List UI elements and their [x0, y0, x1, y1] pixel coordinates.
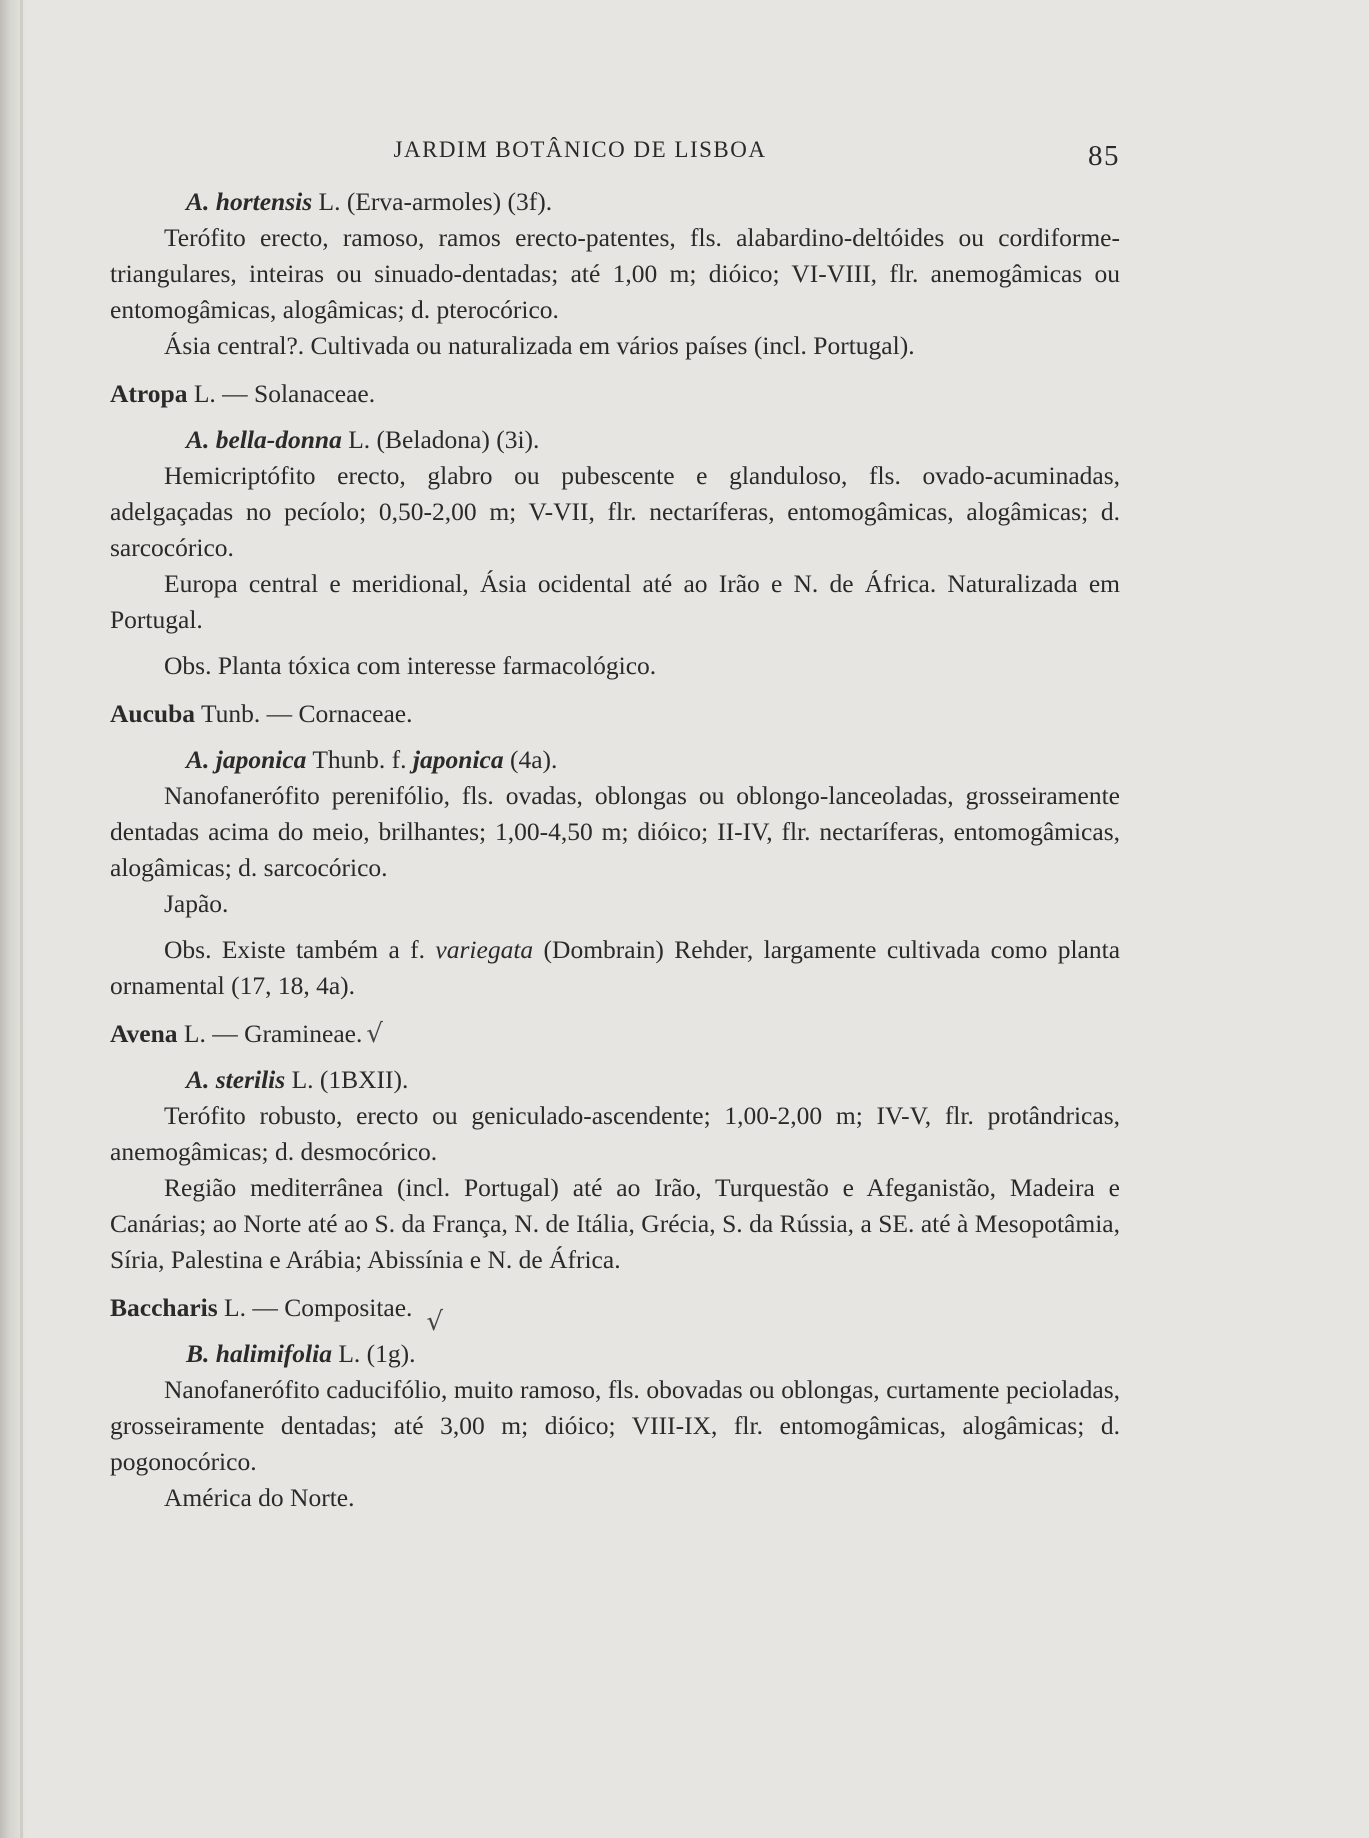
- species-description: Nanofanerófito caducifólio, muito ramoso, fls. obovadas ou oblongas, curtamente pecioladas, grosseiramente dentadas; até 3,00 m; dióico; VIII-IX, flr. entomogâmicas, alogâmicas; d. pogonocórico.: [110, 1375, 1120, 1476]
- species-name: B. halimifolia: [186, 1339, 332, 1368]
- genus-heading-baccharis: [110, 1290, 1120, 1337]
- species-name: A. sterilis: [186, 1065, 286, 1094]
- observation-note: Obs. Planta tóxica com interesse farmacológico.: [164, 651, 657, 680]
- genus-name: Atropa: [110, 379, 188, 408]
- species-author: L. (Beladona) (3i).: [341, 425, 540, 454]
- species-heading-hortensis: [110, 184, 1120, 220]
- genus-heading-aucuba: [110, 696, 1120, 732]
- species-name: A. japonica: [186, 745, 307, 774]
- species-author: L. (1BXII).: [285, 1065, 409, 1094]
- genus-heading-avena: [110, 1016, 1120, 1052]
- species-heading-halimifolia: [110, 1336, 1120, 1372]
- genus-name: Aucuba: [110, 699, 196, 728]
- species-heading-bella-donna: [110, 422, 1120, 458]
- species-name: A. hortensis: [186, 187, 313, 216]
- species-description: Terófito robusto, erecto ou geniculado-ascendente; 1,00-2,00 m; IV-V, flr. protândricas, anemogâmicas; d. desmocórico.: [110, 1101, 1120, 1166]
- species-author: L. (Erva-armoles) (3f).: [312, 187, 553, 216]
- check-mark-icon: √: [366, 1019, 383, 1049]
- genus-name: Avena: [110, 1019, 178, 1048]
- observation-note: [110, 932, 1120, 1004]
- check-mark-icon: √: [426, 1307, 444, 1337]
- species-description: Terófito erecto, ramoso, ramos erecto-patentes, fls. alabardino-deltóides ou cordiforme-triangulares, inteiras ou sinuado-dentadas; até 1,00 m; dióico; VI-VIII, flr. anemogâmicas ou entomogâmicas, alogâmicas; d. pterocórico.: [110, 223, 1120, 324]
- page-number: 85: [1088, 140, 1120, 172]
- species-ref: (4a).: [503, 745, 558, 774]
- genus-heading-atropa: [110, 376, 1120, 412]
- species-heading-japonica: [110, 742, 1120, 778]
- species-distribution: América do Norte.: [164, 1483, 355, 1512]
- species-distribution: Região mediterrânea (incl. Portugal) até ao Irão, Turquestão e Afeganistão, Madeira e Canárias; ao Norte até ao S. da França, N. de Itália, Grécia, S. da Rússia, a SE. até à Mesopotâmia, Síria, Palestina e Arábia; Abissínia e N. de África.: [110, 1173, 1120, 1274]
- obs-text: (Dombrain) Rehder, largamente cultivada como planta ornamental (17, 18, 4a).: [110, 935, 1121, 1000]
- species-name: A. bella-donna: [186, 425, 342, 454]
- genus-name: Baccharis: [110, 1293, 218, 1322]
- genus-family: L. — Gramineae.: [177, 1019, 363, 1048]
- form-name: japonica: [412, 745, 504, 774]
- species-distribution: Ásia central?. Cultivada ou naturalizada em vários países (incl. Portugal).: [164, 331, 915, 360]
- species-distribution: Europa central e meridional, Ásia ocidental até ao Irão e N. de África. Naturalizada em Portugal.: [110, 569, 1120, 634]
- genus-family: L. — Compositae.: [217, 1293, 413, 1322]
- binding-edge: [20, 0, 23, 1838]
- species-description: Nanofanerófito perenifólio, fls. ovadas, oblongas ou oblongo-lanceoladas, grosseiramente dentadas acima do meio, brilhantes; 1,00-4,50 m; dióico; II-IV, flr. nectaríferas, entomogâmicas, alogâmicas; d. sarcocórico.: [110, 781, 1120, 882]
- species-author: Thunb. f.: [306, 745, 413, 774]
- genus-family: L. — Solanaceae.: [187, 379, 376, 408]
- species-description: Hemicriptófito erecto, glabro ou pubescente e glanduloso, fls. ovado-acuminadas, adelgaçadas no pecíolo; 0,50-2,00 m; V-VII, flr. nectaríferas, entomogâmicas, alogâmicas; d. sarcocórico.: [110, 461, 1120, 562]
- species-distribution: Japão.: [164, 889, 229, 918]
- document-page: [110, 130, 1120, 1516]
- species-heading-sterilis: [110, 1062, 1120, 1098]
- species-author: L. (1g).: [331, 1339, 416, 1368]
- obs-text: Obs. Existe também a f.: [164, 935, 436, 964]
- genus-family: Tunb. — Cornaceae.: [195, 699, 413, 728]
- obs-form-name: variegata: [435, 935, 534, 964]
- running-header: [110, 130, 1120, 170]
- running-title: JARDIM BOTÂNICO DE LISBOA: [393, 137, 767, 162]
